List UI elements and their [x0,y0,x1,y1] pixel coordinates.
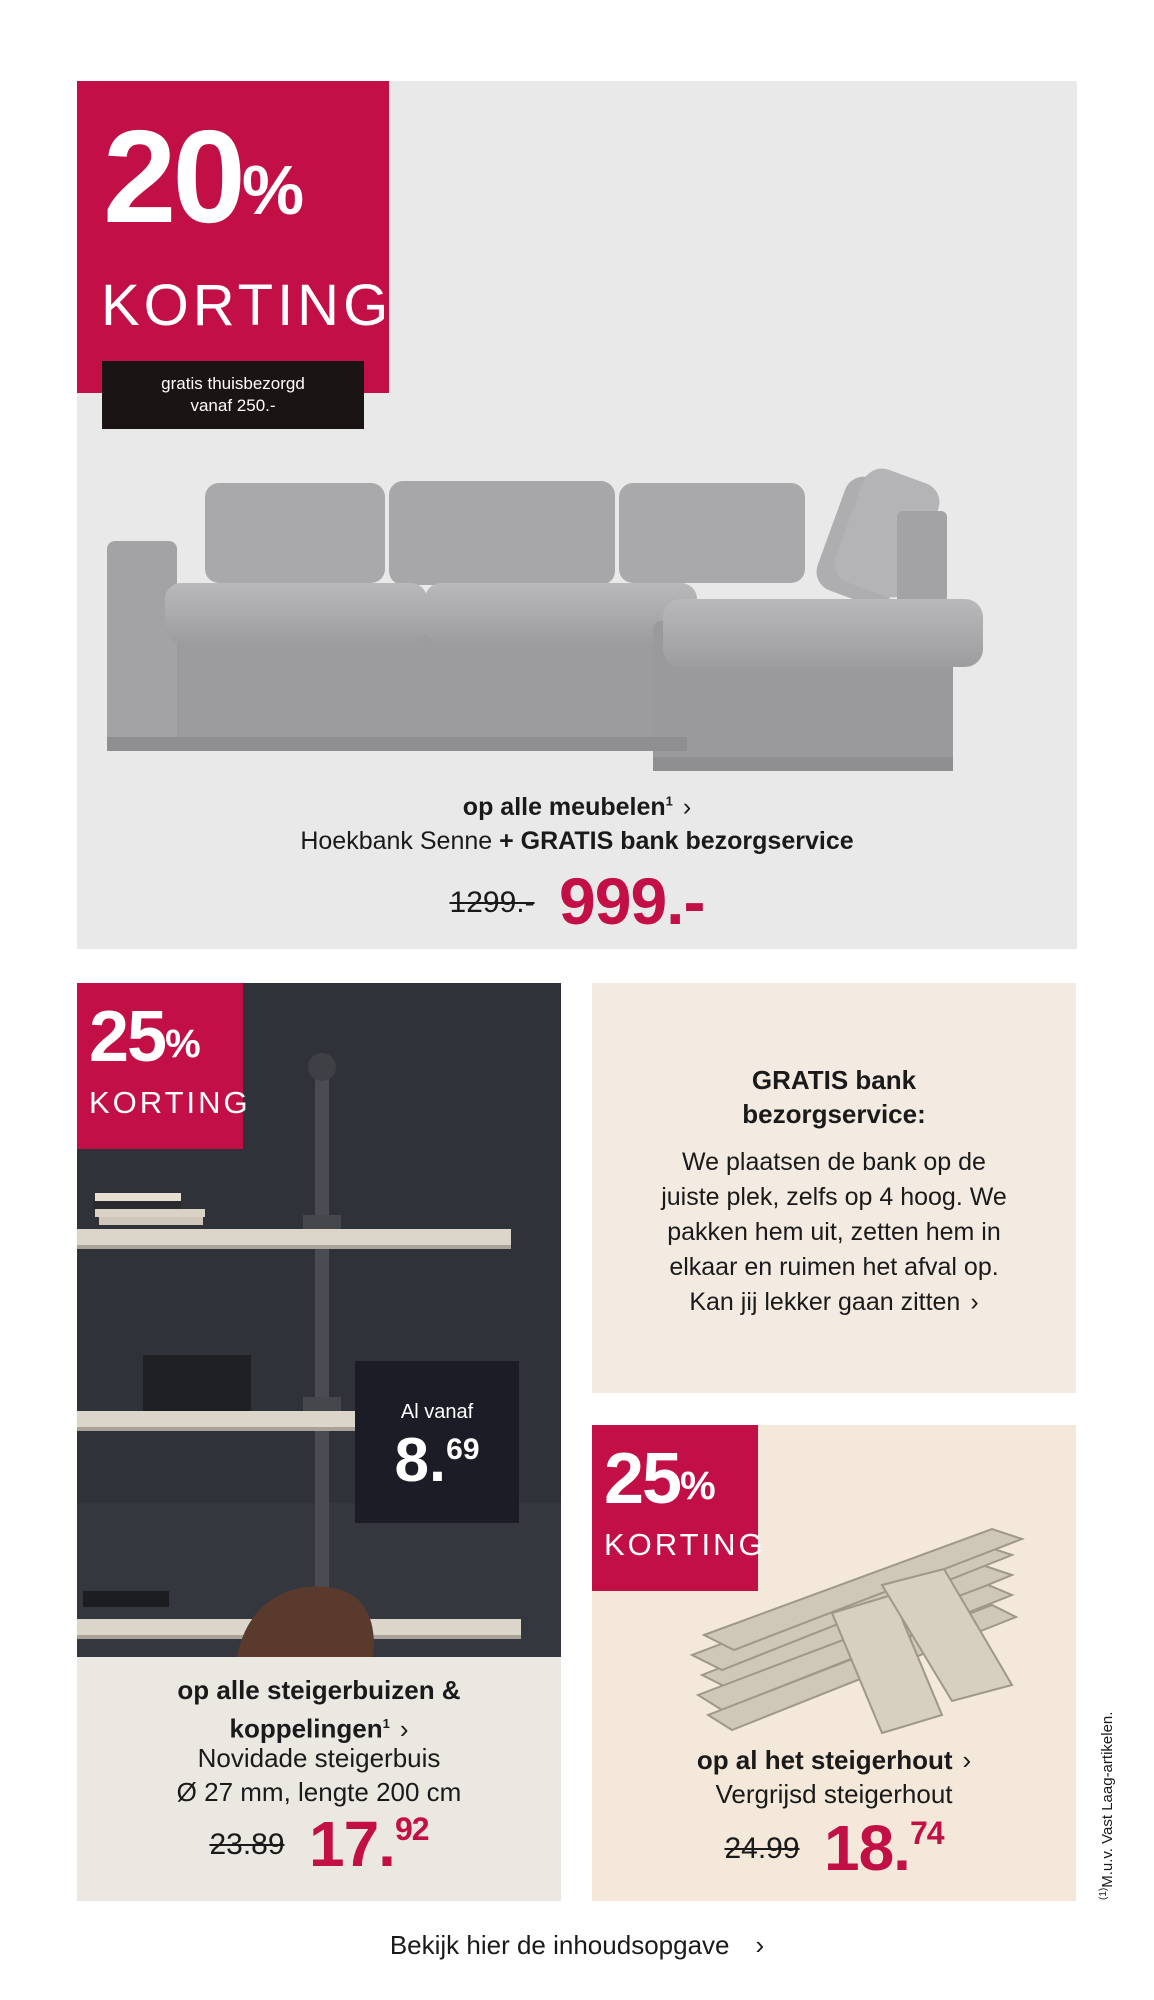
footnote-marker: 1 [665,793,673,809]
wood-category-link[interactable]: op al het steigerhout › [696,1745,972,1775]
discount-percentage: 20% [103,103,305,250]
delivery-line-2: vanaf 250.- [190,396,276,415]
old-price: 24.99 [724,1832,800,1865]
chevron-right-icon: › [399,1713,409,1744]
table-of-contents-link[interactable]: Bekijk hier de inhoudsopgave › [389,1930,765,1960]
chevron-right-icon: › [755,1930,765,1960]
sale-price: 17.92 [308,1808,429,1880]
discount-label: KORTING [604,1527,766,1562]
corner-sofa-image [107,451,1057,781]
wood-product-title: Vergrijsd steigerhout [715,1779,953,1809]
discount-label: KORTING [89,1085,251,1120]
wood-price-block [592,1811,1076,1885]
sofa-promo-panel[interactable] [77,81,1077,949]
shelving-photo [77,983,561,1657]
chevron-right-icon: › [962,1745,972,1775]
service-title: GRATIS bank bezorgservice: [742,1065,926,1129]
sofa-product-title: Hoekbank Senne + GRATIS bank bezorgservice [300,827,854,855]
discount-percentage: 25% [604,1439,716,1519]
free-delivery-note [102,361,364,429]
from-label: Al vanaf [400,1401,474,1423]
sale-price: 999.- [559,864,705,938]
discount-badge-20 [77,81,393,393]
pipes-category-link[interactable]: op alle steigerbuizen & koppelingen$^1$ › [177,1675,461,1744]
pipes-price-block [77,1807,561,1881]
delivery-line-1: gratis thuisbezorgd [161,374,305,393]
discount-badge-25 [592,1425,766,1591]
discount-label: KORTING [101,273,393,338]
delivery-service-panel[interactable] [592,983,1076,1393]
discount-percentage: 25% [89,997,201,1077]
pipes-product-title: Novidade steigerbuis Ø 27 mm, lengte 200 cm [176,1743,462,1807]
old-price: 23.89 [209,1828,285,1861]
footnote-text: $^{(1)}$M.u.v. Vast Laag-artikelen. [1098,1711,1116,1900]
sofa-price-block [77,863,1077,939]
sale-price: 18.74 [823,1812,944,1884]
from-price-box [355,1361,519,1523]
discount-badge-25 [77,983,251,1149]
from-price: 8.69 [394,1426,480,1495]
footnote-marker: 1 [382,1716,390,1731]
service-description: We plaatsen de bank op de juiste plek, zelfs op 4 hoog. We pakken hem uit, zetten hem in elkaar en ruimen het afval op. Kan jij lekker gaan zitten › [592,1145,1076,1320]
scaffold-pipes-promo-panel[interactable] [77,983,561,1901]
old-price: 1299.- [449,886,535,919]
chevron-right-icon: › [970,1288,979,1316]
chevron-right-icon: › [682,793,692,821]
furniture-category-link[interactable]: op alle meubelen$^1$ › [462,793,692,821]
scaffold-wood-promo-panel[interactable] [592,1425,1076,1901]
